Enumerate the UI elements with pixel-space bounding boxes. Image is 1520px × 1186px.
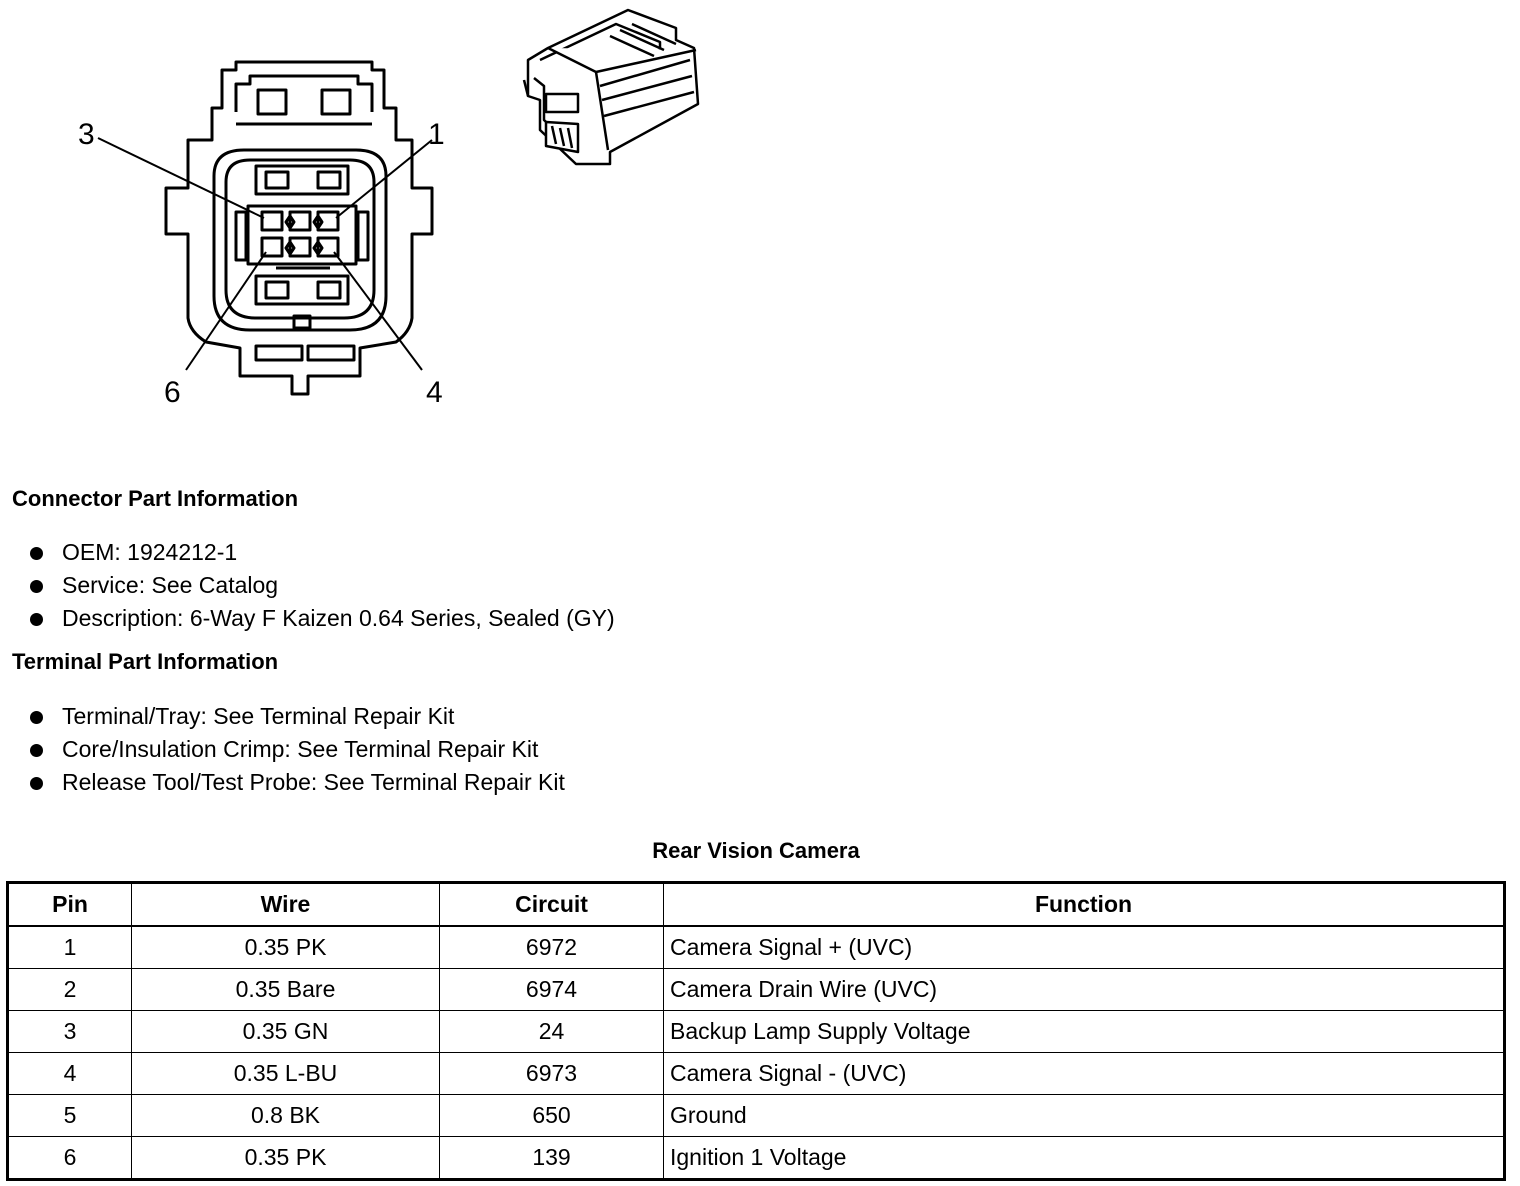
cell-circuit: 6974	[440, 969, 664, 1011]
bullet-icon	[30, 777, 43, 790]
column-header-pin: Pin	[8, 883, 132, 927]
cell-function: Ignition 1 Voltage	[664, 1137, 1505, 1180]
cell-function: Camera Signal + (UVC)	[664, 926, 1505, 969]
cell-circuit: 6973	[440, 1053, 664, 1095]
table-row	[8, 1095, 1505, 1137]
cell-wire: 0.35 PK	[132, 1137, 440, 1180]
table-row	[8, 1011, 1505, 1053]
table-row	[8, 1137, 1505, 1180]
list-item-text: OEM: 1924212-1	[62, 539, 238, 565]
list-item-text: Terminal/Tray: See Terminal Repair Kit	[62, 703, 455, 729]
cell-function: Camera Signal - (UVC)	[664, 1053, 1505, 1095]
cell-wire: 0.35 GN	[132, 1011, 440, 1053]
leader-line-pin4	[334, 252, 422, 370]
cell-circuit: 24	[440, 1011, 664, 1053]
connector-diagram	[0, 0, 760, 430]
connector-isometric-view	[524, 10, 698, 164]
bullet-icon	[30, 744, 43, 757]
table-row	[8, 926, 1505, 969]
cell-pin: 1	[8, 926, 132, 969]
list-item	[30, 700, 565, 733]
terminal-part-info-list	[30, 700, 565, 799]
bullet-icon	[30, 613, 43, 626]
cell-wire: 0.8 BK	[132, 1095, 440, 1137]
terminal-part-info-heading: Terminal Part Information	[12, 649, 279, 674]
list-item	[30, 733, 565, 766]
list-item	[30, 569, 615, 602]
cell-pin: 3	[8, 1011, 132, 1053]
cell-pin: 2	[8, 969, 132, 1011]
list-item-text: Service: See Catalog	[62, 572, 279, 598]
column-header-wire: Wire	[132, 883, 440, 927]
list-item	[30, 536, 615, 569]
cell-function: Backup Lamp Supply Voltage	[664, 1011, 1505, 1053]
cell-pin: 4	[8, 1053, 132, 1095]
list-item-text: Core/Insulation Crimp: See Terminal Repair Kit	[62, 736, 539, 762]
callout-pin-6: 6	[164, 376, 181, 409]
list-item	[30, 766, 565, 799]
cell-circuit: 139	[440, 1137, 664, 1180]
table-row	[8, 969, 1505, 1011]
cell-wire: 0.35 Bare	[132, 969, 440, 1011]
list-item-text: Description: 6-Way F Kaizen 0.64 Series, Sealed (GY)	[62, 605, 615, 631]
cell-wire: 0.35 L-BU	[132, 1053, 440, 1095]
callout-pin-1: 1	[428, 118, 445, 151]
cell-function: Camera Drain Wire (UVC)	[664, 969, 1505, 1011]
table-row	[8, 1053, 1505, 1095]
cell-wire: 0.35 PK	[132, 926, 440, 969]
column-header-function: Function	[664, 883, 1505, 927]
callout-pin-4: 4	[426, 376, 443, 409]
bullet-icon	[30, 547, 43, 560]
cell-pin: 5	[8, 1095, 132, 1137]
callout-pin-3: 3	[78, 118, 95, 151]
leader-line-pin1	[336, 140, 432, 218]
connector-part-info-list	[30, 536, 615, 635]
table-title: Rear Vision Camera	[652, 838, 860, 863]
cell-circuit: 650	[440, 1095, 664, 1137]
list-item-text: Release Tool/Test Probe: See Terminal Repair Kit	[62, 769, 565, 795]
column-header-circuit: Circuit	[440, 883, 664, 927]
pinout-table	[6, 881, 1506, 1181]
cell-circuit: 6972	[440, 926, 664, 969]
cell-pin: 6	[8, 1137, 132, 1180]
table-header-row	[8, 883, 1505, 927]
bullet-icon	[30, 711, 43, 724]
bullet-icon	[30, 580, 43, 593]
cell-function: Ground	[664, 1095, 1505, 1137]
list-item	[30, 602, 615, 635]
connector-face-view	[0, 0, 760, 430]
connector-part-info-heading: Connector Part Information	[12, 486, 299, 511]
